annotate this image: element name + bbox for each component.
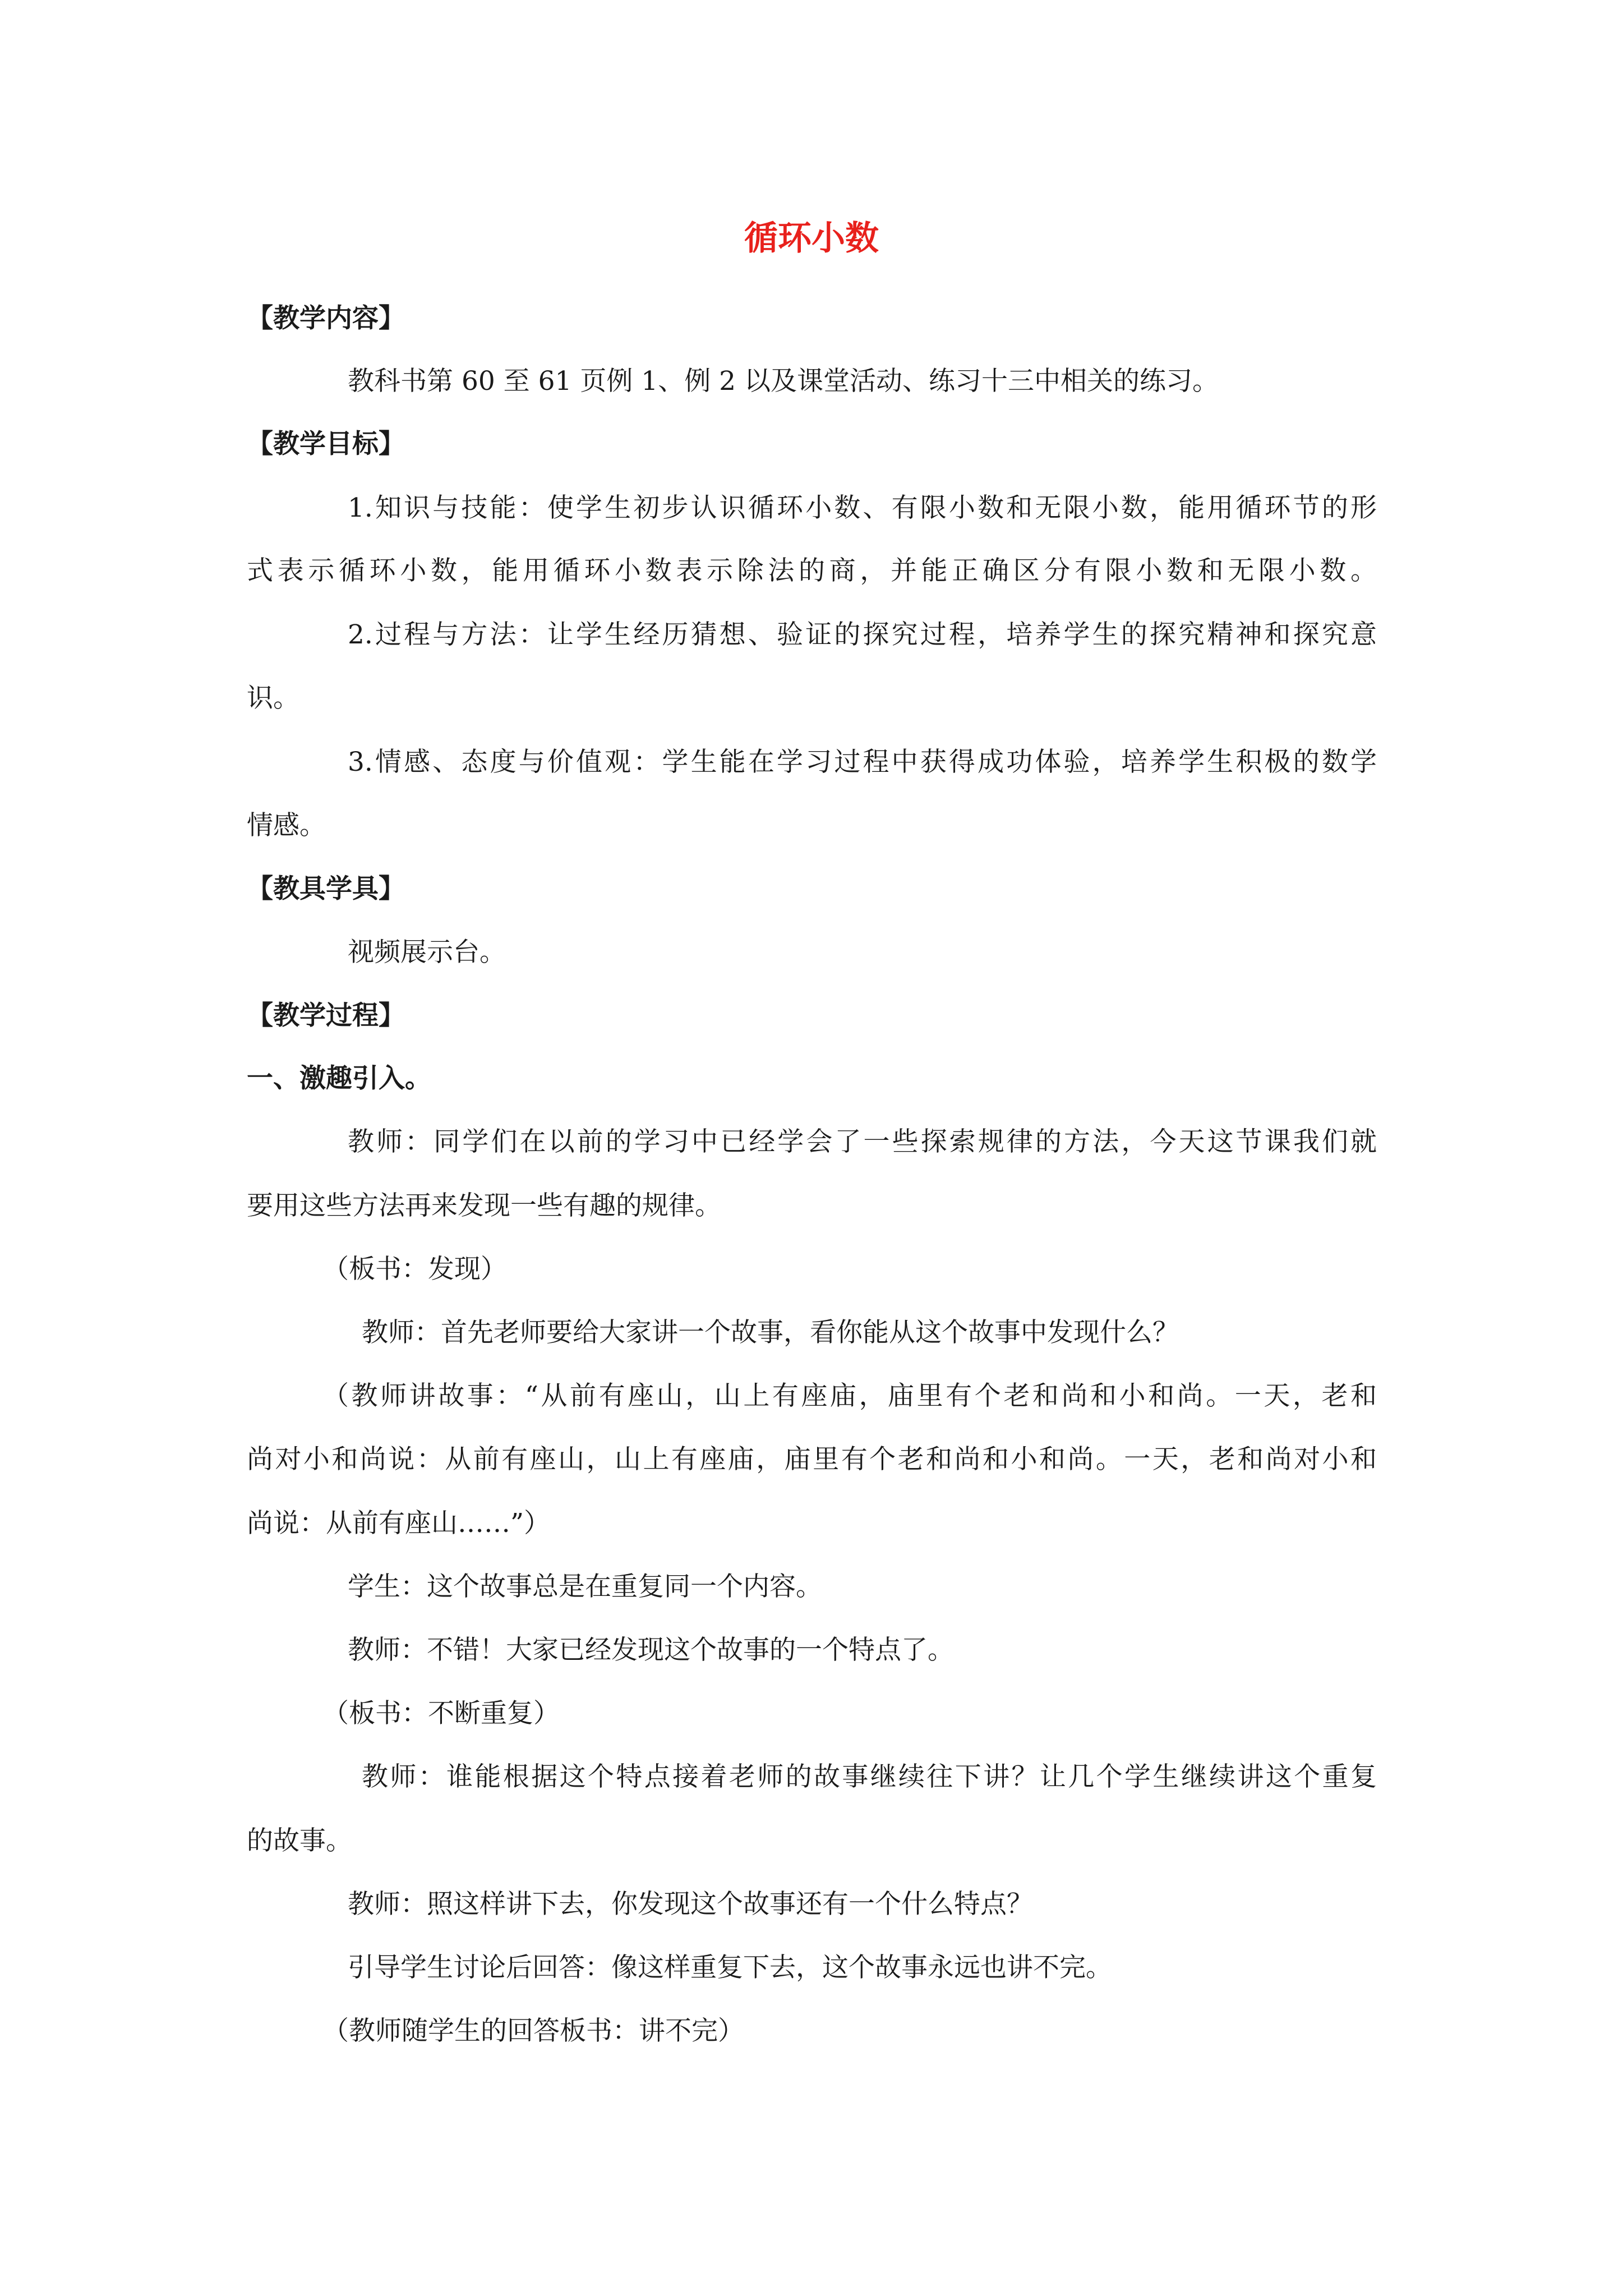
paragraph-p9: 教师：照这样讲下去，你发现这个故事还有一个什么特点？ — [348, 1889, 1033, 1920]
paragraph-goal1-line2: 式表示循环小数，能用循环小数表示除法的商，并能正确区分有限小数和无限小数。 — [247, 555, 1377, 586]
heading-step1: 一、激趣引入。 — [247, 1063, 431, 1094]
paragraph-p4-line1: （教师讲故事：“从前有座山，山上有座庙，庙里有个老和尚和小和尚。一天，老和 — [322, 1381, 1377, 1411]
heading-teaching-goals: 【教学目标】 — [247, 429, 405, 459]
paragraph-p5: 学生：这个故事总是在重复同一个内容。 — [348, 1571, 822, 1602]
paragraph-goal3-line1: 3.情感、态度与价值观：学生能在学习过程中获得成功体验，培养学生积极的数学 — [348, 747, 1377, 777]
paragraph-p1-line1: 教师：同学们在以前的学习中已经学会了一些探索规律的方法，今天这节课我们就 — [348, 1126, 1377, 1157]
heading-teaching-content: 【教学内容】 — [247, 303, 405, 334]
paragraph-p4-line3: 尚说：从前有座山……”） — [247, 1508, 551, 1539]
paragraph-goal1-line1: 1.知识与技能：使学生初步认识循环小数、有限小数和无限小数，能用循环节的形 — [348, 493, 1377, 523]
paragraph-p8-line2: 的故事。 — [247, 1825, 352, 1856]
heading-teaching-process: 【教学过程】 — [247, 1000, 405, 1031]
paragraph-p6: 教师：不错！大家已经发现这个故事的一个特点了。 — [348, 1635, 954, 1665]
paragraph-p2: （板书：发现） — [322, 1254, 507, 1285]
paragraph-p11: （教师随学生的回答板书：讲不完） — [322, 2016, 744, 2046]
paragraph-p4-line2: 尚对小和尚说：从前有座山，山上有座庙，庙里有个老和尚和小和尚。一天，老和尚对小和 — [247, 1444, 1377, 1475]
paragraph-p10: 引导学生讨论后回答：像这样重复下去，这个故事永远也讲不完。 — [348, 1952, 1112, 1983]
paragraph-p3: 教师：首先老师要给大家讲一个故事，看你能从这个故事中发现什么？ — [362, 1317, 1179, 1348]
paragraph-goal2-line1: 2.过程与方法：让学生经历猜想、验证的探究过程，培养学生的探究精神和探究意 — [348, 619, 1377, 650]
heading-teaching-tools: 【教具学具】 — [247, 873, 405, 904]
paragraph-p1-line2: 要用这些方法再来发现一些有趣的规律。 — [247, 1190, 721, 1221]
paragraph-teaching-tools: 视频展示台。 — [348, 937, 506, 968]
paragraph-teaching-content: 教科书第 60 至 61 页例 1、例 2 以及课堂活动、练习十三中相关的练习。 — [348, 366, 1219, 397]
document-title: 循环小数 — [744, 219, 879, 258]
paragraph-p7: （板书：不断重复） — [322, 1698, 560, 1729]
paragraph-p8-line1: 教师：谁能根据这个特点接着老师的故事继续往下讲？让几个学生继续讲这个重复 — [362, 1761, 1377, 1792]
paragraph-goal2-line2: 识。 — [247, 683, 299, 714]
paragraph-goal3-line2: 情感。 — [247, 810, 326, 841]
